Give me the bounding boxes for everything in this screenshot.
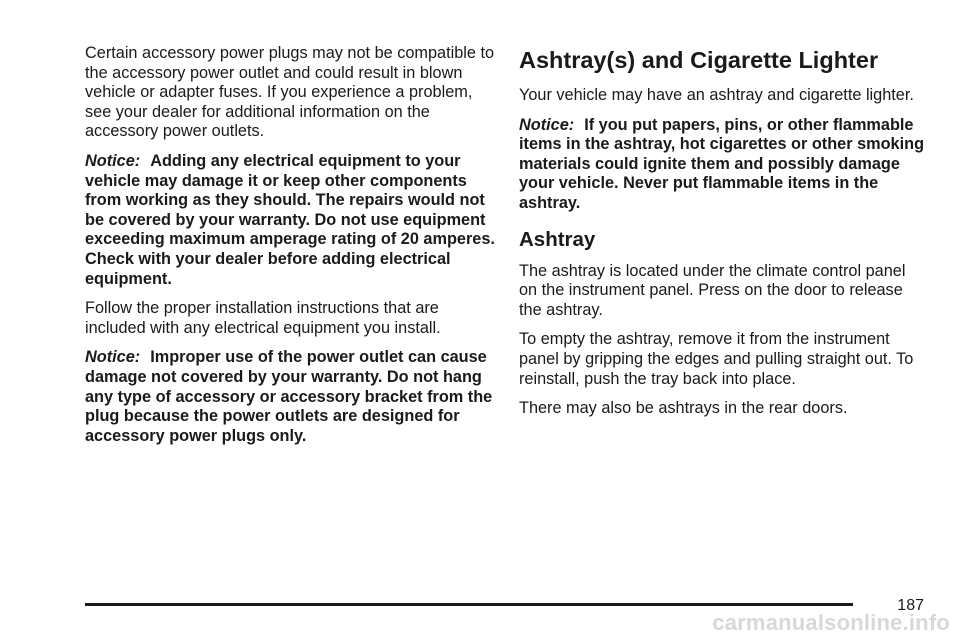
notice-text: Improper use of the power outlet can cause damage not covered by your warranty. Do not hang any type of accessory or accessory bracket from the plug because the power outlets are designed for accessory power plugs only. xyxy=(85,348,493,445)
page-number: 187 xyxy=(897,597,924,614)
left-column xyxy=(85,44,495,456)
body-paragraph: There may also be ashtrays in the rear doors. xyxy=(519,399,848,418)
notice-paragraph xyxy=(519,116,924,214)
notice-label: Notice: xyxy=(85,151,141,170)
body-paragraph: The ashtray is located under the climate control panel on the instrument panel. Press on the door to release the ashtray. xyxy=(519,261,906,319)
body-paragraph: Follow the proper installation instructions that are included with any electrical equipment you install. xyxy=(85,299,441,337)
notice-label: Notice: xyxy=(85,348,141,367)
body-paragraph: Certain accessory power plugs may not be compatible to the accessory power outlet and could result in blown vehicle or adapter fuses. If you experience a problem, see your dealer for additional information on the accessory power outlets. xyxy=(85,44,495,141)
section-heading: Ashtray(s) and Cigarette Lighter xyxy=(519,47,879,73)
notice-text: Adding any electrical equipment to your vehicle may damage it or keep other components from working as they should. The repairs would not be covered by your warranty. Do not use equipment exceeding maximum amperage rating of 20 amperes. Check with your dealer before adding electrical equipment. xyxy=(85,151,495,288)
notice-paragraph xyxy=(85,152,495,289)
watermark: carmanualsonline.info xyxy=(712,610,950,635)
notice-text: If you put papers, pins, or other flammable items in the ashtray, hot cigarettes or other smoking materials could ignite them and possibly damage your vehicle. Never put flammable items in the ashtray. xyxy=(519,115,925,212)
body-paragraph: Your vehicle may have an ashtray and cigarette lighter. xyxy=(519,86,914,104)
subsection-heading: Ashtray xyxy=(519,227,596,251)
footer-rule xyxy=(85,603,853,606)
body-paragraph: To empty the ashtray, remove it from the instrument panel by gripping the edges and pulling straight out. To reinstall, push the tray back into place. xyxy=(519,330,914,388)
notice-paragraph xyxy=(85,348,495,446)
right-column xyxy=(519,44,924,429)
notice-label: Notice: xyxy=(519,115,575,134)
